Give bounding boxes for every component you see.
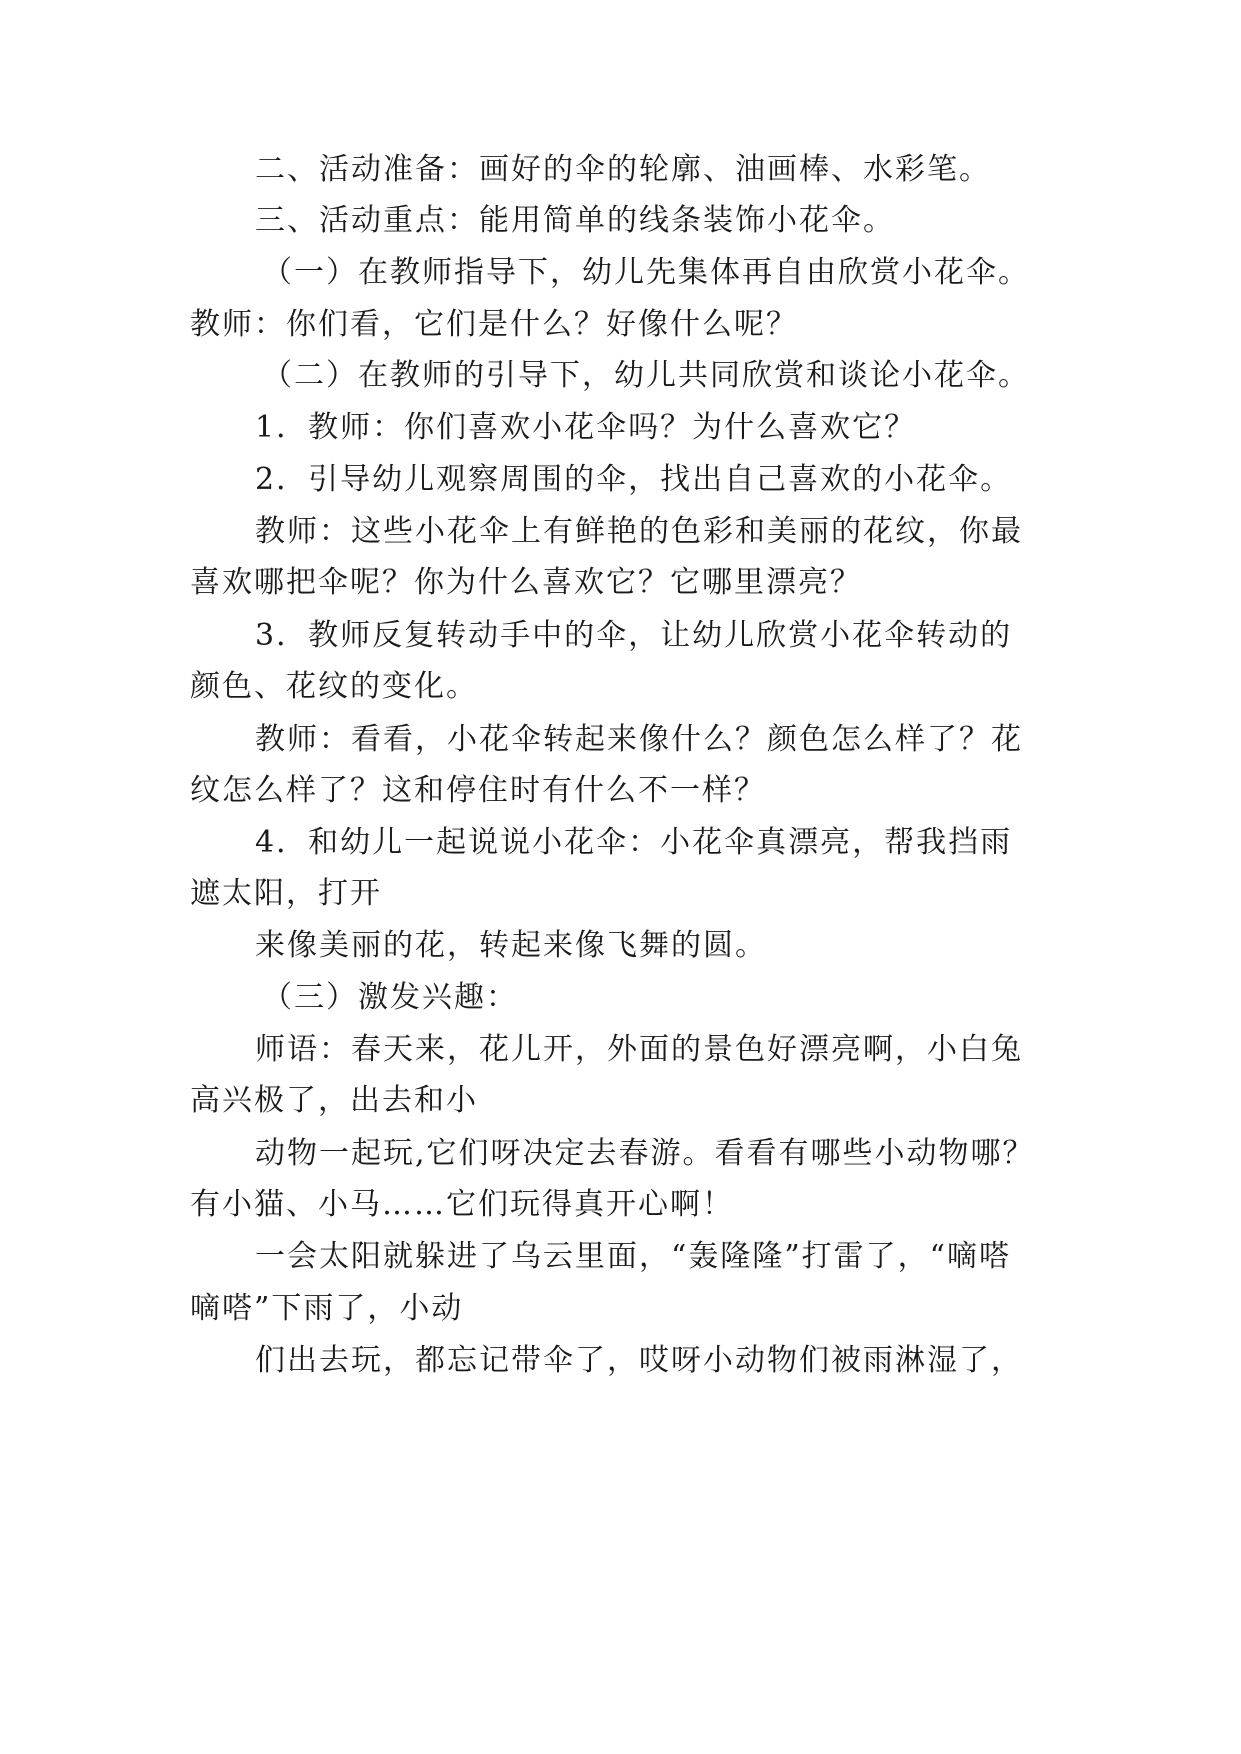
paragraph-line: 遮太阳，打开 xyxy=(190,876,382,911)
paragraph-line: 2．引导幼儿观察周围的伞，找出自己喜欢的小花伞。 xyxy=(255,462,1013,497)
paragraph-line: 高兴极了，出去和小 xyxy=(190,1083,478,1118)
paragraph-line: 喜欢哪把伞呢？你为什么喜欢它？它哪里漂亮？ xyxy=(190,565,862,600)
paragraph-line: （一）在教师指导下，幼儿先集体再自由欣赏小花伞。 xyxy=(262,255,1030,290)
paragraph-line: 4．和幼儿一起说说小花伞：小花伞真漂亮，帮我挡雨 xyxy=(255,825,1013,860)
paragraph-line: 来像美丽的花，转起来像飞舞的圆。 xyxy=(255,928,767,963)
paragraph-line: 嘀嗒”下雨了，小动 xyxy=(190,1291,464,1326)
paragraph-line: （二）在教师的引导下，幼儿共同欣赏和谈论小花伞。 xyxy=(262,358,1030,393)
paragraph-line: 一会太阳就躲进了乌云里面，“轰隆隆”打雷了，“嘀嗒 xyxy=(255,1239,1012,1274)
paragraph-line: 纹怎么样了？这和停住时有什么不一样？ xyxy=(190,773,766,808)
paragraph-line: 们出去玩，都忘记带伞了，哎呀小动物们被雨淋湿了， xyxy=(255,1343,1023,1378)
paragraph-line: 动物一起玩,它们呀决定去春游。看看有哪些小动物哪？ xyxy=(255,1136,1035,1171)
paragraph-line: 教师：看看，小花伞转起来像什么？颜色怎么样了？花 xyxy=(255,722,1023,757)
paragraph-line: 1．教师：你们喜欢小花伞吗？为什么喜欢它？ xyxy=(255,410,917,445)
paragraph-line: 三、活动重点：能用简单的线条装饰小花伞。 xyxy=(255,203,895,238)
paragraph-line: 教师：你们看，它们是什么？好像什么呢？ xyxy=(190,307,798,342)
paragraph-line: 颜色、花纹的变化。 xyxy=(190,669,478,704)
paragraph-line: 有小猫、小马……它们玩得真开心啊！ xyxy=(190,1187,734,1222)
paragraph-line: 教师：这些小花伞上有鲜艳的色彩和美丽的花纹，你最 xyxy=(255,514,1023,549)
paragraph-line: 师语：春天来，花儿开，外面的景色好漂亮啊，小白兔 xyxy=(255,1032,1023,1067)
paragraph-line: （三）激发兴趣： xyxy=(262,980,518,1015)
paragraph-line: 3．教师反复转动手中的伞，让幼儿欣赏小花伞转动的 xyxy=(255,618,1013,653)
paragraph-line: 二、活动准备：画好的伞的轮廓、油画棒、水彩笔。 xyxy=(255,152,991,187)
